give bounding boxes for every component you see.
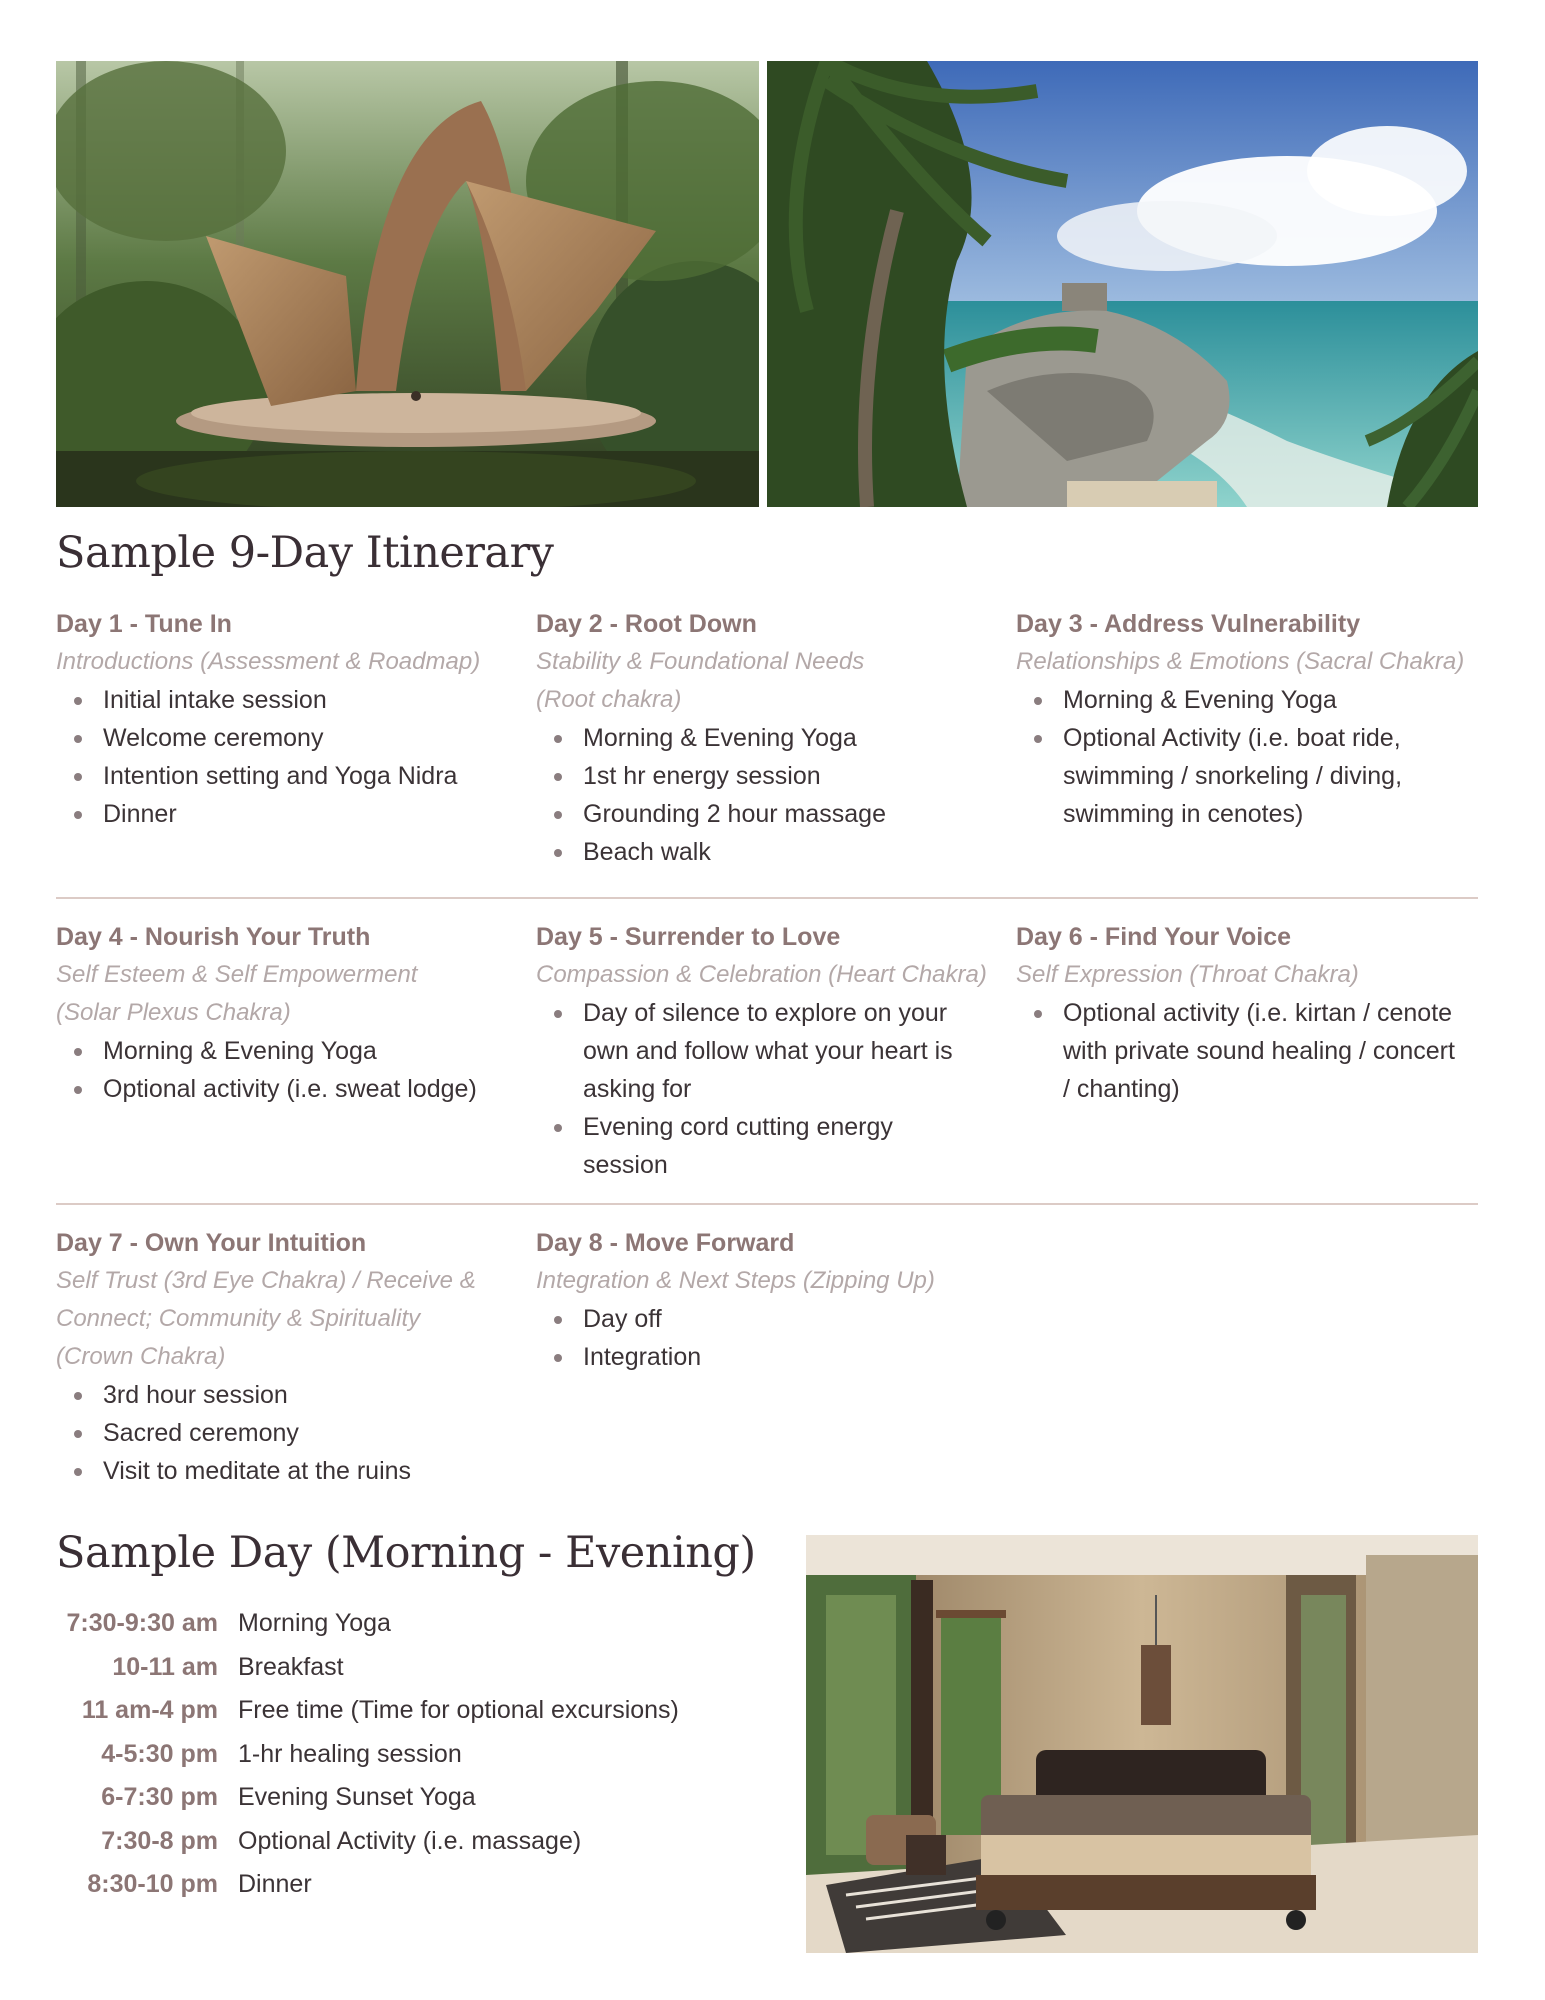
sample-day-title: Sample Day (Morning - Evening) xyxy=(56,1528,756,1578)
day-title: Day 1 - Tune In xyxy=(56,610,232,638)
list-item: Day off xyxy=(536,1300,1001,1338)
schedule-activity: Free time (Time for optional excursions) xyxy=(238,1696,679,1725)
list-item: 3rd hour session xyxy=(56,1376,521,1414)
day-activity-list xyxy=(1016,681,1456,833)
list-item: Initial intake session xyxy=(56,681,521,719)
day-title: Day 7 - Own Your Intuition xyxy=(56,1229,367,1257)
schedule-row xyxy=(56,1863,736,1907)
day-subtitle: Introductions (Assessment & Roadmap) xyxy=(56,648,481,675)
list-item: Intention setting and Yoga Nidra xyxy=(56,757,521,795)
list-item: Welcome ceremony xyxy=(56,719,521,757)
sample-day-schedule xyxy=(56,1602,736,1907)
list-item: Integration xyxy=(536,1338,1001,1376)
day-subtitle: Integration & Next Steps (Zipping Up) xyxy=(536,1267,935,1294)
tropical-coast-ruins-photo xyxy=(767,61,1478,507)
day-3-block xyxy=(1016,605,1481,833)
day-activity-list xyxy=(1016,994,1466,1108)
schedule-time: 10-11 am xyxy=(112,1652,218,1681)
schedule-time: 11 am-4 pm xyxy=(81,1696,218,1725)
schedule-activity: Breakfast xyxy=(238,1652,344,1681)
schedule-row xyxy=(56,1820,736,1864)
day-subtitle: Stability & Foundational Needs (Root chakra) xyxy=(536,648,865,713)
schedule-activity: Dinner xyxy=(238,1870,312,1899)
day-6-block xyxy=(1016,918,1481,1108)
schedule-row xyxy=(56,1602,736,1646)
day-activity-list xyxy=(536,994,966,1184)
bedroom-suite-photo xyxy=(806,1535,1478,1953)
day-2-block xyxy=(536,605,1001,871)
list-item: Day of silence to explore on your own and follow what your heart is asking for xyxy=(536,994,966,1108)
yoga-pavilion-photo xyxy=(56,61,759,507)
list-item: Optional activity (i.e. kirtan / cenote with private sound healing / concert / chanting) xyxy=(1016,994,1466,1108)
day-subtitle: Relationships & Emotions (Sacral Chakra) xyxy=(1016,648,1465,675)
divider xyxy=(56,1203,1478,1205)
schedule-time: 7:30-9:30 am xyxy=(66,1609,218,1638)
day-subtitle: Self Trust (3rd Eye Chakra) / Receive & Connect; Community & Spirituality (Crown Chakra) xyxy=(56,1267,476,1370)
day-activity-list xyxy=(536,719,1001,871)
list-item: Grounding 2 hour massage xyxy=(536,795,1001,833)
schedule-row xyxy=(56,1733,736,1777)
list-item: Sacred ceremony xyxy=(56,1414,521,1452)
day-7-block xyxy=(56,1224,521,1490)
list-item: Visit to meditate at the ruins xyxy=(56,1452,521,1490)
list-item: Morning & Evening Yoga xyxy=(1016,681,1456,719)
day-title: Day 8 - Move Forward xyxy=(536,1229,795,1257)
day-title: Day 3 - Address Vulnerability xyxy=(1016,610,1361,638)
day-1-block xyxy=(56,605,521,833)
day-title: Day 5 - Surrender to Love xyxy=(536,923,841,951)
schedule-activity: Evening Sunset Yoga xyxy=(238,1783,476,1812)
schedule-row xyxy=(56,1776,736,1820)
schedule-row xyxy=(56,1689,736,1733)
day-subtitle: Compassion & Celebration (Heart Chakra) xyxy=(536,961,987,988)
list-item: Morning & Evening Yoga xyxy=(536,719,1001,757)
schedule-time: 6-7:30 pm xyxy=(101,1783,218,1812)
day-8-block xyxy=(536,1224,1001,1376)
list-item: Morning & Evening Yoga xyxy=(56,1032,521,1070)
day-activity-list xyxy=(56,1376,521,1490)
list-item: Dinner xyxy=(56,795,521,833)
list-item: Evening cord cutting energy session xyxy=(536,1108,966,1184)
schedule-time: 8:30-10 pm xyxy=(87,1870,218,1899)
day-activity-list xyxy=(56,1032,521,1108)
list-item: Optional activity (i.e. sweat lodge) xyxy=(56,1070,521,1108)
day-activity-list xyxy=(536,1300,1001,1376)
day-subtitle: Self Esteem & Self Empowerment (Solar Plexus Chakra) xyxy=(56,961,418,1026)
list-item: 1st hr energy session xyxy=(536,757,1001,795)
day-activity-list xyxy=(56,681,521,833)
day-subtitle: Self Expression (Throat Chakra) xyxy=(1016,961,1359,988)
list-item: Optional Activity (i.e. boat ride, swimming / snorkeling / diving, swimming in cenotes) xyxy=(1016,719,1456,833)
itinerary-title: Sample 9-Day Itinerary xyxy=(56,528,554,578)
schedule-row xyxy=(56,1646,736,1690)
day-title: Day 6 - Find Your Voice xyxy=(1016,923,1292,951)
schedule-activity: Optional Activity (i.e. massage) xyxy=(238,1826,582,1855)
schedule-activity: 1-hr healing session xyxy=(238,1739,462,1768)
list-item: Beach walk xyxy=(536,833,1001,871)
schedule-time: 7:30-8 pm xyxy=(101,1826,218,1855)
divider xyxy=(56,897,1478,899)
day-4-block xyxy=(56,918,521,1108)
schedule-activity: Morning Yoga xyxy=(238,1609,391,1638)
day-title: Day 2 - Root Down xyxy=(536,610,757,638)
day-title: Day 4 - Nourish Your Truth xyxy=(56,923,371,951)
schedule-time: 4-5:30 pm xyxy=(101,1739,218,1768)
day-5-block xyxy=(536,918,1001,1184)
